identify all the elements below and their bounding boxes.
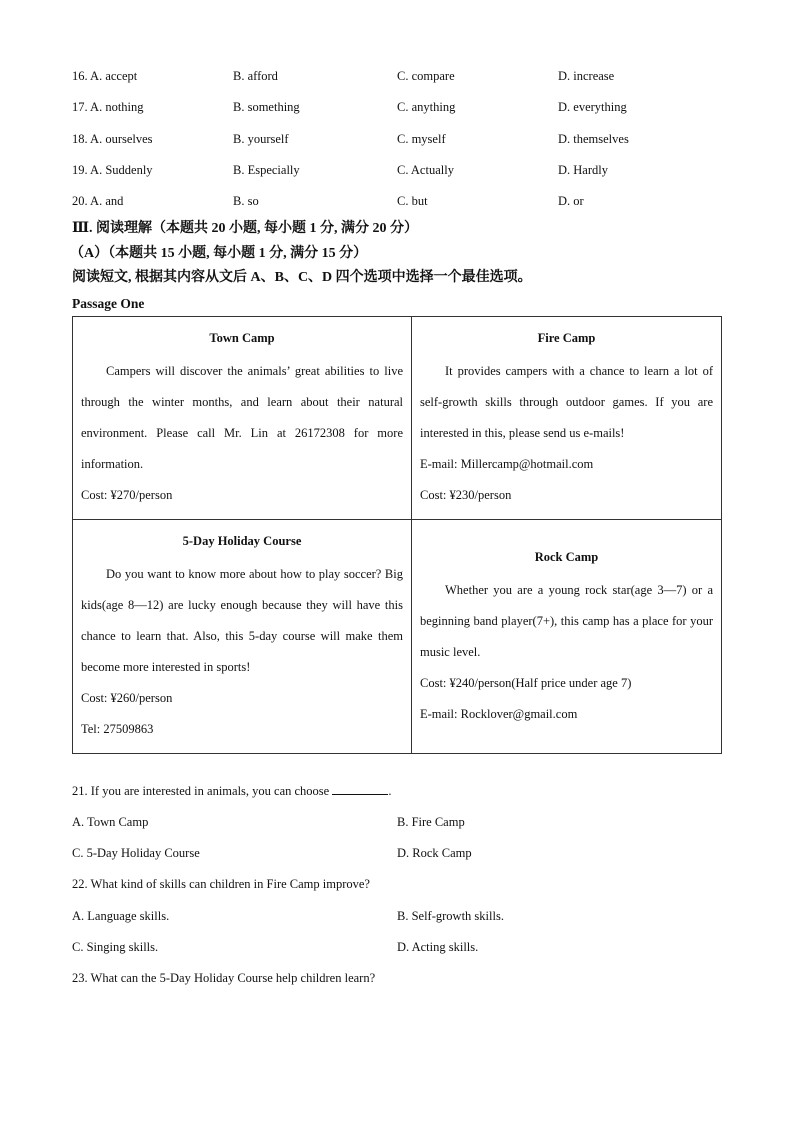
q22-option-b: B. Self-growth skills. [397,909,504,923]
holiday-course-body: Do you want to know more about how to play soccer? Big kids(age 8—12) are lucky enough because they will have this chance to learn that. Also, this 5-day course will make them become more interested in sports! [81,567,403,674]
question-23-stem: 23. What can the 5-Day Holiday Course help children learn? [72,971,376,985]
option-d: D. increase [558,69,615,83]
holiday-course-cell [73,520,412,754]
option-row-18 [72,130,732,148]
option-row-17 [72,98,732,116]
option-row-16 [72,67,732,85]
rock-camp-title: Rock Camp [534,550,599,564]
table-row [73,317,722,520]
option-b: B. yourself [233,132,289,146]
option-d: D. Hardly [558,163,608,177]
section-heading: Ⅲ. 阅读理解（本题共 20 小题, 每小题 1 分, 满分 20 分） [72,221,419,236]
rock-camp-cell [412,520,722,754]
option-d: D. everything [558,100,627,114]
question-22-stem: 22. What kind of skills can children in Fire Camp improve? [72,877,370,891]
passage-title: Passage One [72,296,145,311]
option-b: B. afford [233,69,278,83]
rock-camp-body: Whether you are a young rock star(age 3—7) or a beginning band player(7+), this camp has a place for your music level. [420,583,713,659]
holiday-course-title: 5-Day Holiday Course [182,534,302,548]
option-d: D. themselves [558,132,629,146]
option-a: 16. A. accept [72,69,138,83]
option-row-20 [72,192,732,210]
q21-option-a: A. Town Camp [72,815,149,829]
option-a: 19. A. Suddenly [72,163,153,177]
fire-camp-title: Fire Camp [537,331,596,345]
fire-camp-email: E-mail: Millercamp@hotmail.com [420,457,594,471]
option-c: C. anything [397,100,456,114]
q21-option-d: D. Rock Camp [397,846,472,860]
option-c: C. but [397,194,428,208]
q21-option-c: C. 5-Day Holiday Course [72,846,200,860]
option-row-19 [72,161,732,179]
option-b: B. so [233,194,259,208]
option-c: C. Actually [397,163,454,177]
rock-camp-email: E-mail: Rocklover@gmail.com [420,707,578,721]
fire-camp-cell [412,317,722,520]
q22-option-d: D. Acting skills. [397,940,479,954]
town-camp-cell [73,317,412,520]
question-21: 21. If you are interested in animals, you can choose . [72,784,392,798]
option-c: C. compare [397,69,455,83]
option-b: B. something [233,100,300,114]
holiday-course-cost: Cost: ¥260/person [81,691,173,705]
option-c: C. myself [397,132,446,146]
fire-camp-cost: Cost: ¥230/person [420,488,512,502]
section-instruction: 阅读短文, 根据其内容从文后 A、B、C、D 四个选项中选择一个最佳选项。 [72,270,532,285]
fire-camp-body: It provides campers with a chance to learn a lot of self-growth skills through outdoor games. If you are interested in this, please send us e-mails! [420,364,713,440]
town-camp-title: Town Camp [209,331,275,345]
question-21-stem: 21. If you are interested in animals, you can choose [72,784,330,798]
q22-option-c: C. Singing skills. [72,940,159,954]
rock-camp-cost: Cost: ¥240/person(Half price under age 7) [420,676,632,690]
q22-option-a: A. Language skills. [72,909,170,923]
option-d: D. or [558,194,584,208]
option-a: 18. A. ourselves [72,132,153,146]
option-a: 20. A. and [72,194,124,208]
table-row [73,520,722,754]
option-b: B. Especially [233,163,300,177]
option-a: 17. A. nothing [72,100,144,114]
answer-blank [332,782,388,795]
holiday-course-tel: Tel: 27509863 [81,722,154,736]
q21-option-b: B. Fire Camp [397,815,465,829]
town-camp-cost: Cost: ¥270/person [81,488,173,502]
town-camp-body: Campers will discover the animals’ great abilities to live through the winter months, and learn about their natural environment. Please call Mr. Lin at 26172308 for more information. [81,364,403,471]
section-subheading: （A）（本题共 15 小题, 每小题 1 分, 满分 15 分） [70,246,368,261]
camps-table [72,316,722,754]
